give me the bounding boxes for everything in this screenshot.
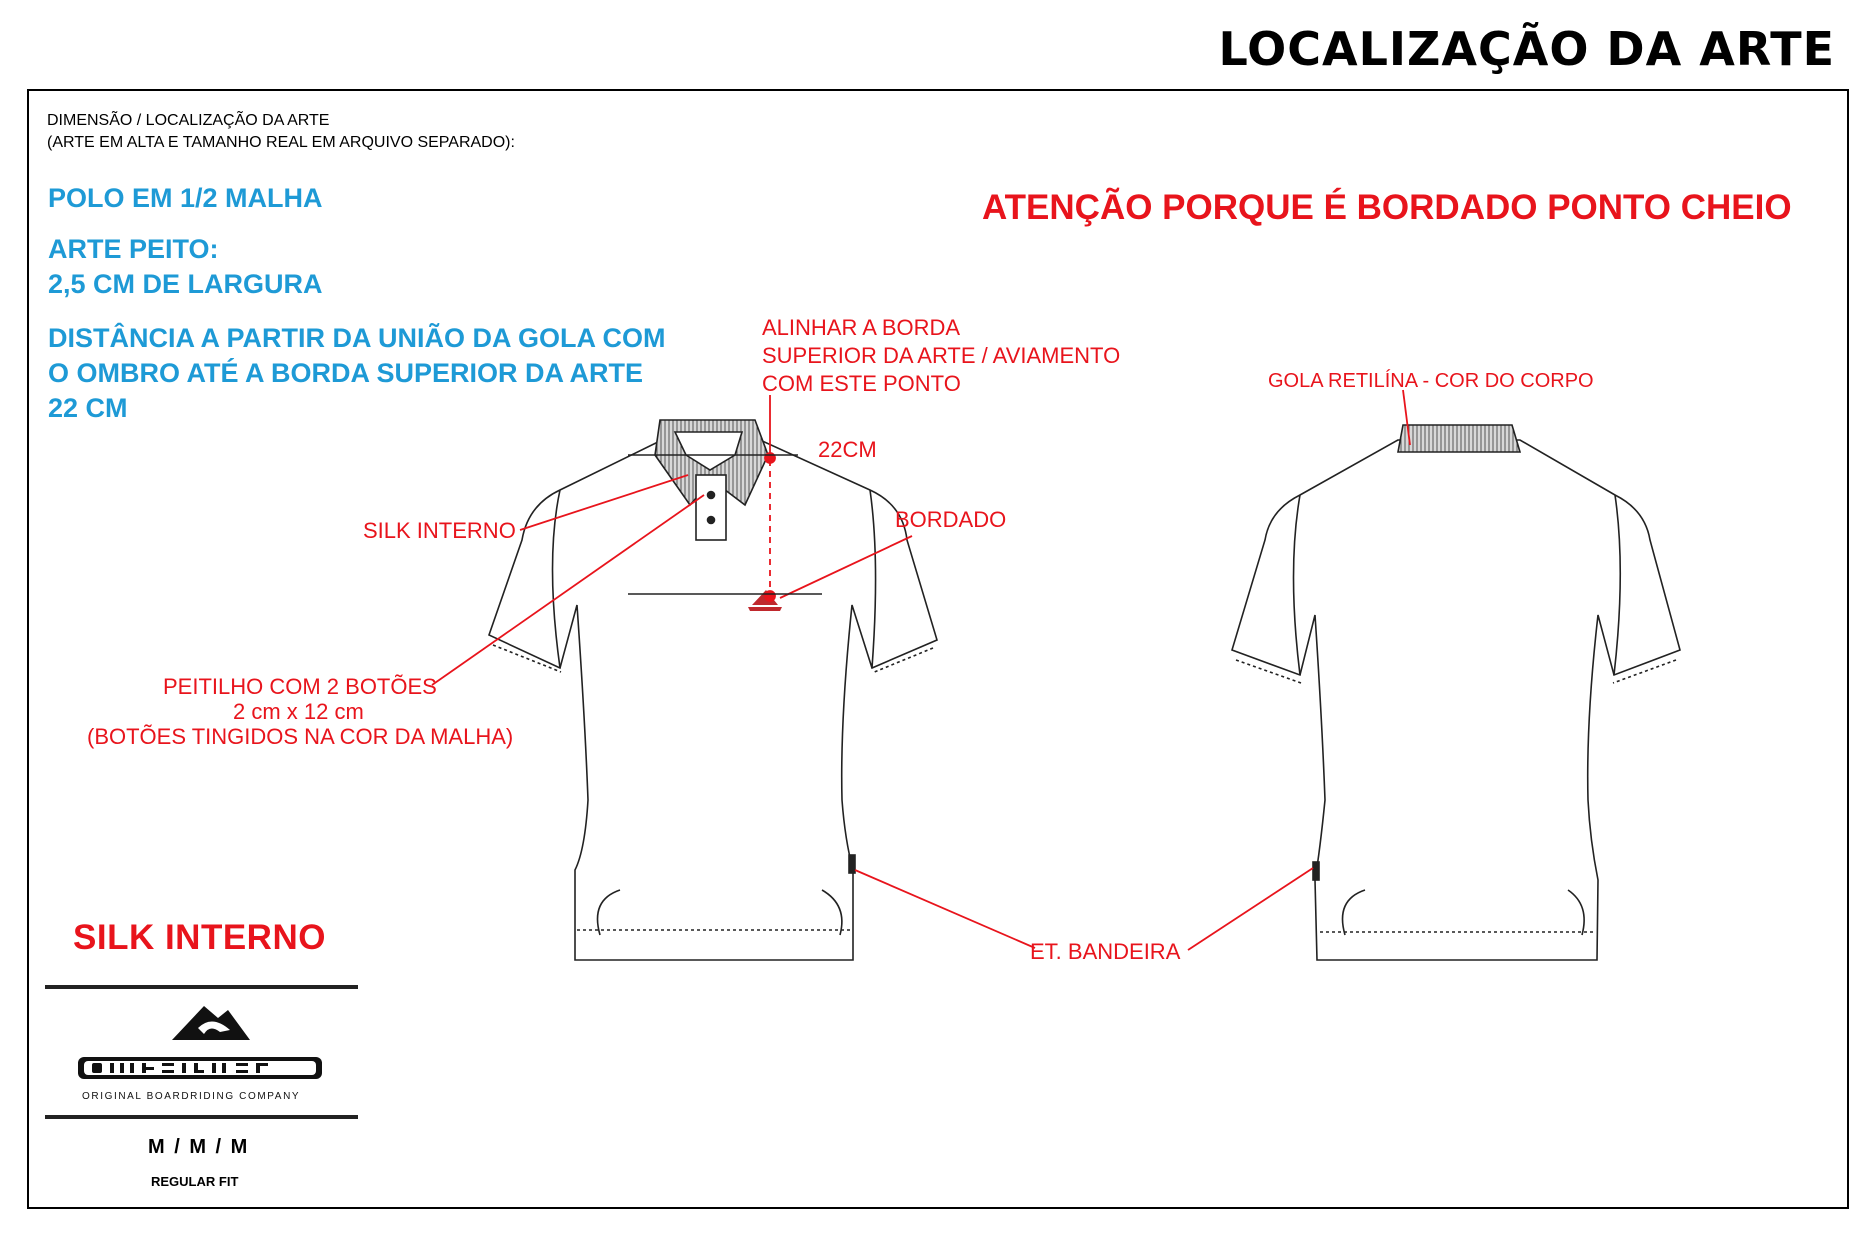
logo-tagline: ORIGINAL BOARDRIDING COMPANY — [82, 1091, 301, 1102]
align-label-3: COM ESTE PONTO — [762, 371, 961, 396]
size-code: M / M / M — [148, 1136, 250, 1158]
placket-label-2: 2 cm x 12 cm — [233, 699, 364, 724]
silk-interno-title: SILK INTERNO — [73, 918, 326, 957]
intro-line-1: DIMENSÃO / LOCALIZAÇÃO DA ARTE — [47, 112, 330, 129]
chest-art-width: 2,5 CM DE LARGURA — [48, 269, 323, 299]
back-polo-drawing — [1232, 425, 1680, 960]
silk-interno-label: SILK INTERNO — [363, 518, 516, 543]
distance-line-1: DISTÂNCIA A PARTIR DA UNIÃO DA GOLA COM — [48, 323, 666, 353]
chest-art-title: ARTE PEITO: — [48, 234, 219, 264]
align-label-2: SUPERIOR DA ARTE / AVIAMENTO — [762, 343, 1121, 368]
intro-line-2: (ARTE EM ALTA E TAMANHO REAL EM ARQUIVO SEPARADO): — [47, 134, 515, 151]
flag-label: ET. BANDEIRA — [1030, 939, 1181, 964]
align-label-1: ALINHAR A BORDA — [762, 315, 961, 340]
fit-label: REGULAR FIT — [151, 1174, 239, 1189]
collar-label: GOLA RETILÍNA - COR DO CORPO — [1268, 370, 1594, 392]
brand-rule-top — [45, 985, 358, 989]
embroidery-warning: ATENÇÃO PORQUE É BORDADO PONTO CHEIO — [982, 188, 1792, 227]
distance-line-2: O OMBRO ATÉ A BORDA SUPERIOR DA ARTE — [48, 358, 644, 388]
front-polo-drawing — [489, 420, 937, 960]
placket-label-1: PEITILHO COM 2 BOTÕES — [163, 674, 437, 699]
placket-label-3: (BOTÕES TINGIDOS NA COR DA MALHA) — [87, 724, 514, 749]
measure-label: 22CM — [818, 437, 877, 462]
bordado-label: BORDADO — [895, 507, 1007, 532]
page-title: LOCALIZAÇÃO DA ARTE — [1218, 22, 1835, 76]
brand-rule-bottom — [45, 1115, 358, 1119]
distance-line-3: 22 CM — [48, 393, 128, 423]
product-name: POLO EM 1/2 MALHA — [48, 183, 323, 213]
